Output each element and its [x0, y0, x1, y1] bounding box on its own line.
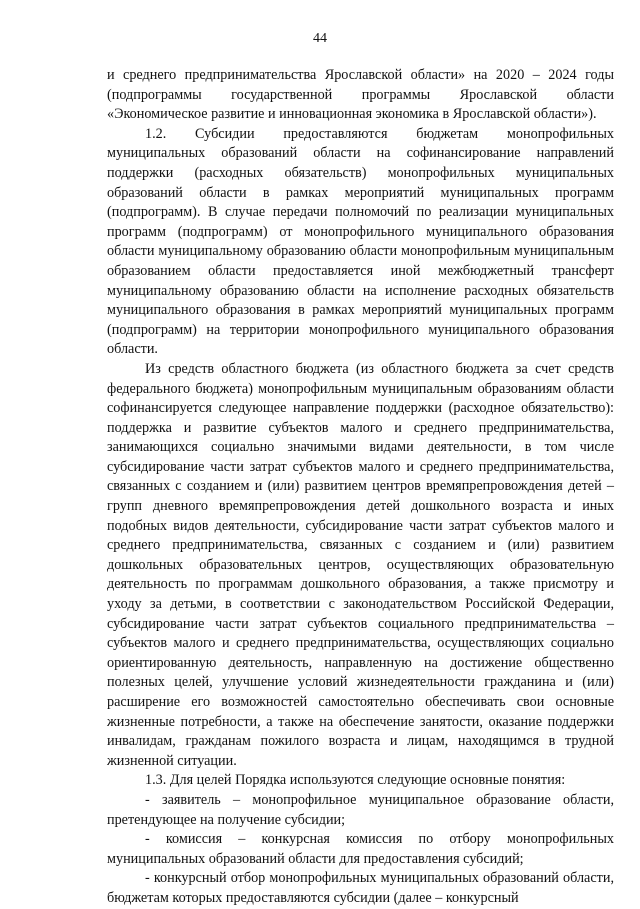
paragraph-continuation: и среднего предпринимательства Ярославской области» на 2020 – 2024 годы (подпрограммы государственной программы Ярославской области «Экономическое развитие и инновационная экономика в Ярославской области»).: [107, 67, 614, 123]
paragraph-1-3: 1.3. Для целей Порядка используются следующие основные понятия:: [145, 772, 566, 789]
page-number: 44: [313, 31, 327, 46]
definition-applicant: - заявитель – монопрофильное муниципальное образование области, претендующее на получение субсидии;: [107, 791, 614, 828]
document-body: [107, 66, 614, 909]
definition-competitive-selection: - конкурсный отбор монопрофильных муниципальных образований области, бюджетам которых предоставляются субсидии (далее – конкурсный: [107, 870, 614, 906]
paragraph-1-2: 1.2. Субсидии предоставляются бюджетам монопрофильных муниципальных образований области на софинансирование направлений поддержки (расходных обязательств) монопрофильных муниципальных образований области в рамках мероприятий муниципальных программ (подпрограмм). В случае передачи полномочий по реализации муниципальных программ (подпрограмм) от монопрофильного муниципального образования области муниципальному образованию области монопрофильным муниципальным образованием области предоставляется иной межбюджетный трансферт муниципальному образованию области на исполнение расходных обязательств муниципального образования в рамках мероприятий муниципальных программ (подпрограмм) на территории монопрофильного муниципального образования области.: [107, 125, 614, 358]
paragraph-funding-direction: Из средств областного бюджета (из областного бюджета за счет средств федерального бюджета) монопрофильным муниципальным образованиям области софинансируется следующее направление поддержки (расходное обязательство): поддержка и развитие субъектов малого и среднего предпринимательства, занимающихся социально значимыми видами деятельности, в том числе субсидирование части затрат субъектов малого и среднего предпринимательства, связанных с созданием и (или) развитием центров времяпрепровождения детей – групп дневного времяпрепровождения детей дошкольного возраста и иных подобных видов деятельности, субсидирование части затрат субъектов малого и среднего предпринимательства, связанных с созданием и (или) развитием дошкольных образовательных центров, осуществляющих образовательную деятельность по программам дошкольного образования, а также присмотру и уходу за детьми, в соответствии с законодательством Российской Федерации, субсидирование части затрат субъектов социального предпринимательства – субъектов малого и среднего предпринимательства, осуществляющих социально ориентированную деятельность, направленную на достижение общественно полезных целей, улучшение условий жизнедеятельности гражданина и (или) расширение его возможностей самостоятельно обеспечивать свои основные жизненные потребности, а также на обеспечение занятости, оказание поддержки инвалидам, гражданам пожилого возраста и лицам, находящимся в трудной жизненной ситуации.: [107, 360, 614, 769]
definition-commission: - комиссия – конкурсная комиссия по отбору монопрофильных муниципальных образований области для предоставления субсидий;: [107, 831, 614, 867]
